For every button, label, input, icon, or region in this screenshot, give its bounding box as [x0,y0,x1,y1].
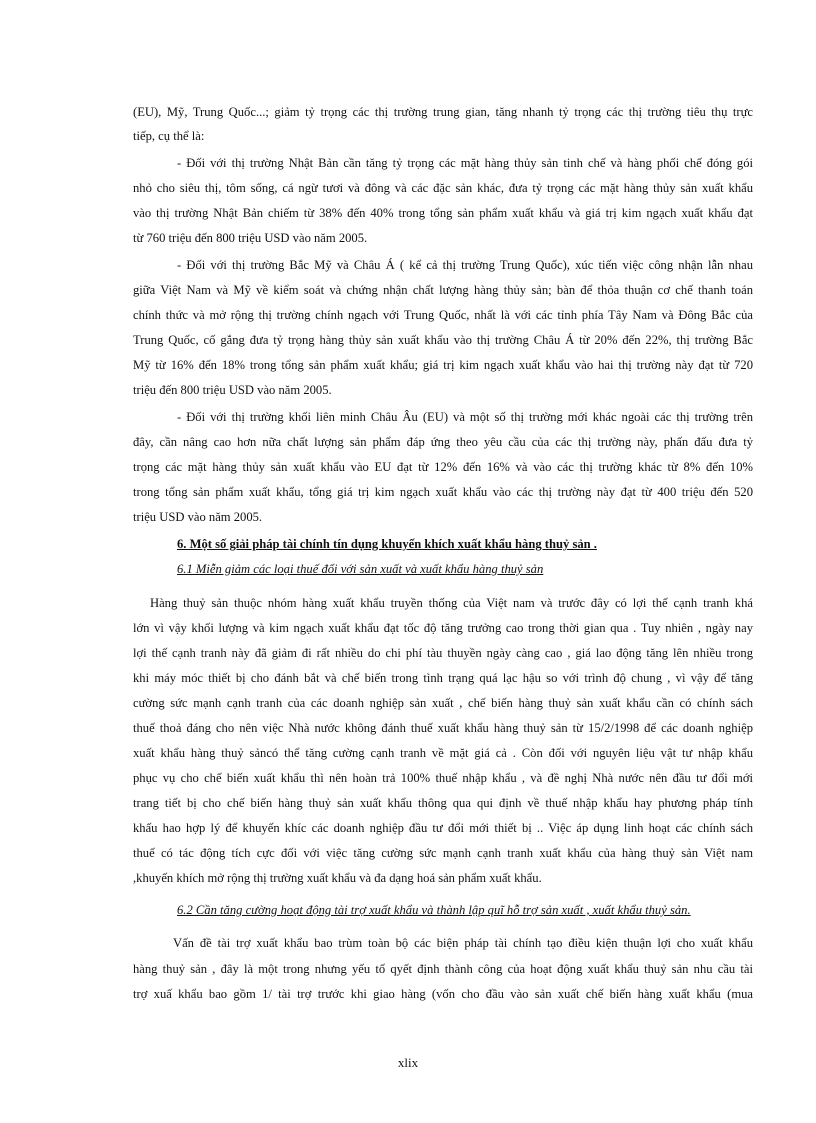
japan-paragraph-line: vào thị trường Nhật Bản chiếm từ 38% đến 40% trong tổng sản phẩm xuất khẩu và giá trị kim ngạch xuất khẩu đạt [133,206,753,220]
eu-paragraph-line: trong tổng sản phẩm xuất khẩu, tổng giá trị kim ngạch xuất khẩu vào các thị trường này đạt từ 400 triệu đến 520 [133,485,753,499]
section-6-1-line: xuất khẩu hàng thuỷ sảncó thể tăng cường cạnh tranh về mặt giá cả . Còn đối với nguyên liệu vật tư nhập khẩu [133,746,753,760]
intro-line: tiếp, cụ thể là: [133,129,205,143]
japan-paragraph-line: nhỏ cho siêu thị, tôm sống, cá ngừ tươi và đông và các đặc sản khác, đưa tỷ trọng các mặt hàng thủy sản xuất khẩu [133,181,753,195]
japan-paragraph-line: - Đối với thị trường Nhật Bản cần tăng tỷ trọng các mặt hàng thủy sản tinh chế và hàng phối chế đóng gói [177,156,753,170]
eu-paragraph-line: triệu USD vào năm 2005. [133,510,263,524]
north-america-paragraph-line: - Đối với thị trường Bắc Mỹ và Châu Á ( kể cả thị trường Trung Quốc), xúc tiến việc công nhận lẫn nhau [177,258,753,272]
section-6-1-line: khấu hao hợp lý để khuyến khíc các doanh nghiệp đầu tư đổi mới thiết bị .. Việc áp dụng linh hoạt các chính sách [133,821,753,835]
section-6-1-line: cường sức mạnh cạnh tranh của các doanh nghiệp sản xuất , chế biến hàng thuỷ sản xuất khẩu cần có chính sách [133,696,753,710]
section-6-2-line: trợ xuấ khẩu bao gồm 1/ tài trợ trước khi giao hàng (vốn cho đầu vào sản xuất chế biến hàng xuất khẩu (mua [133,987,753,1001]
section-6-1-line: ,khuyến khích mở rộng thị trường xuất khẩu và đa dạng hoá sản phẩm xuất khẩu. [133,871,542,885]
section-6-heading: 6. Một số giải pháp tài chính tín dụng khuyến khích xuất khẩu hàng thuỷ sản . [177,537,597,551]
section-6-1-heading: 6.1 Miễn giảm các loại thuế đối với sản xuất và xuất khẩu hàng thuỷ sản [177,562,544,576]
japan-paragraph-line: từ 760 triệu đến 800 triệu USD vào năm 2005. [133,231,368,245]
north-america-paragraph-line: triệu đến 800 triệu USD vào năm 2005. [133,383,332,397]
section-6-2-line: hàng thuỷ sản , đây là một trong nhưng yếu tố qyết định thành công của hoạt động xuất khẩu thuỷ sản nhu cầu tài [133,962,753,976]
eu-paragraph-line: - Đối với thị trường khối liên minh Châu Âu (EU) và một số thị trường mới khác ngoài các thị trường trên [177,410,753,424]
north-america-paragraph-line: giữa Việt Nam và Mỹ về kiểm soát và chứng nhận chất lượng hàng thủy sản; bàn để thỏa thuận cơ chế thanh toán [133,283,753,297]
section-6-1-line: trang tiết bị cho chế biến hàng thuỷ sản xuất khẩu thông qua qui định về thuế nhập khẩu hay phương pháp tính [133,796,753,810]
section-6-2-line: Vấn đề tài trợ xuất khẩu bao trùm toàn bộ các biện pháp tài chính tạo điều kiện thuận lợi cho xuất khẩu [173,936,753,950]
section-6-1-line: lợi thế cạnh tranh này đã giảm đi rất nhiều do chi phí tàu thuyền ngày càng cao , giá lao động tăng lên nhiều trong [133,646,753,660]
section-6-1-line: thuế thoả đáng cho nên việc Nhà nước không đánh thuế xuất khẩu hàng thuỷ sản từ 15/2/1998 để các doanh nghiệp [133,721,753,735]
intro-line: (EU), Mỹ, Trung Quốc...; giảm tỷ trọng các thị trường trung gian, tăng nhanh tỷ trọng các thị trường tiêu thụ trực [133,105,753,119]
section-6-1-line: phục vụ cho chế biến xuất khẩu thì nên hoàn trả 100% thuế nhập khẩu , và đề nghị Nhà nước nên đầu tư đổi mới [133,771,753,785]
section-6-1-line: khi máy móc thiết bị cho đánh bắt và chế biến trong tình trạng quá lạc hậu so với trình độ chung , vì vậy để tăng [133,671,753,685]
north-america-paragraph-line: chính thức và mở rộng thị trường chính ngạch với Trung Quốc, nhất là với các tỉnh phía Tây Nam và Đông Bắc của [133,308,753,322]
section-6-1-line: lớn vì vậy khối lượng và kim ngạch xuất khẩu đạt tốc độ tăng trưởng cao trong thời gian qua . Tuy nhiên , ngày nay [133,621,753,635]
page-number: xlix [397,1055,419,1070]
section-6-1-line: Hàng thuỷ sản thuộc nhóm hàng xuất khẩu truyền thống của Việt nam và trước đây có lợi thế cạnh tranh khá [150,596,753,610]
north-america-paragraph-line: Mỹ từ 16% đến 18% trong tổng sản phẩm xuất khẩu; giá trị kim ngạch xuất khẩu vào hai thị trường này đạt từ 720 [133,358,753,372]
north-america-paragraph-line: Trung Quốc, cố gắng đưa tỷ trọng hàng thủy sản xuất khẩu vào thị trường Châu Á từ 20% đến 22%, thị trường Bắc [133,333,753,347]
eu-paragraph-line: đây, cần nâng cao hơn nữa chất lượng sản phẩm đáp ứng theo yêu cầu của các thị trường này, phấn đấu đưa tỷ [133,435,753,449]
section-6-1-line: thuế có tác động tích cực đối với việc tăng cường sức mạnh cạnh tranh xuất khẩu của hàng thuỷ sản Việt nam [133,846,753,860]
section-6-2-heading: 6.2 Cần tăng cường hoạt động tài trợ xuất khẩu và thành lập quĩ hỗ trợ sản xuất , xuất khẩu thuỷ sản. [177,903,691,917]
eu-paragraph-line: trọng các mặt hàng thủy sản xuất khẩu vào EU đạt từ 12% đến 16% và vào các thị trường khác từ 8% đến 10% [133,460,753,474]
